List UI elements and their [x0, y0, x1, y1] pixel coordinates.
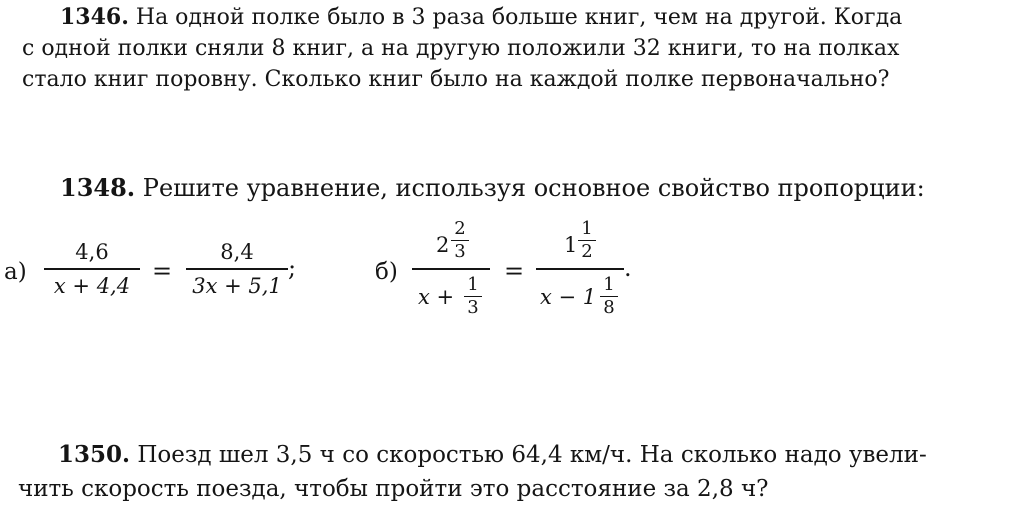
denominator-text: x − 1	[540, 285, 597, 309]
small-fraction: 1 2	[578, 219, 596, 262]
equals-sign: =	[504, 257, 525, 285]
problem-text: Решите уравнение, используя основное свойство пропорции:	[142, 174, 925, 202]
semicolon: ;	[288, 254, 297, 282]
problem-number: 1346.	[60, 4, 129, 30]
problem-1346	[0, 2, 1024, 95]
problem-text-line: стало книг поровну. Сколько книг было на каждой полке первоначально?	[22, 67, 890, 92]
equation-label: а)	[4, 259, 27, 285]
period: .	[624, 254, 632, 282]
fraction-bar	[412, 268, 490, 270]
fraction-left	[44, 238, 140, 300]
problem-text-line: Поезд шел 3,5 ч со скоростью 64,4 км/ч. На сколько надо увели-	[137, 442, 927, 468]
small-fraction: 1 8	[600, 275, 618, 318]
problem-1350	[0, 438, 1024, 506]
equals-sign: =	[152, 257, 173, 285]
problem-number: 1348.	[60, 173, 136, 202]
problem-text-line: чить скорость поезда, чтобы пройти это расстояние за 2,8 ч?	[18, 476, 769, 502]
numerator: 4,6	[75, 240, 109, 264]
fraction-bar	[536, 268, 624, 270]
denominator-text: x +	[418, 285, 455, 309]
problem-text-line: На одной полке было в 3 раза больше книг, чем на другой. Когда	[135, 5, 903, 30]
denominator: x + 4,4	[53, 274, 131, 298]
mixed-whole: 2	[436, 233, 450, 257]
problem-number: 1350.	[58, 441, 131, 468]
fraction-right	[186, 238, 288, 300]
numerator: 8,4	[220, 240, 254, 264]
problem-1348	[0, 172, 1024, 204]
problem-text-line: с одной полки сняли 8 книг, а на другую положили 32 книги, то на полках	[22, 36, 900, 61]
small-fraction: 2 3	[451, 219, 469, 262]
denominator: 3x + 5,1	[192, 274, 282, 298]
equation-label: б)	[375, 259, 398, 285]
mixed-whole: 1	[564, 233, 578, 257]
small-fraction: 1 3	[464, 275, 482, 318]
